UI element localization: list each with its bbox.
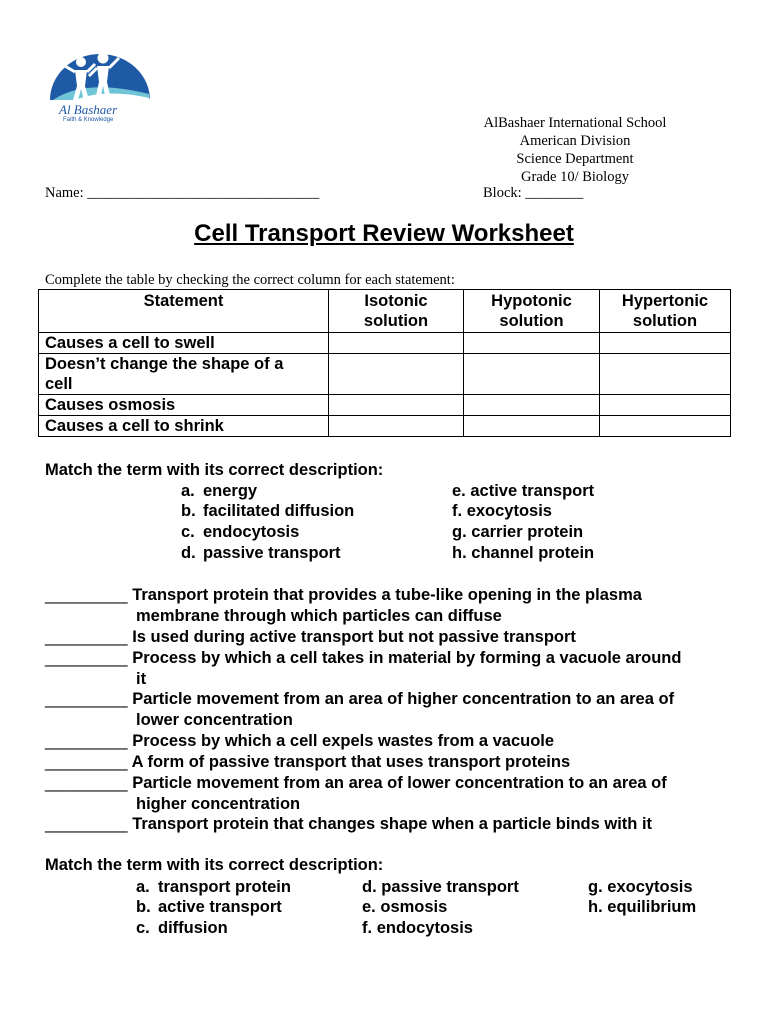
table-row <box>39 395 731 416</box>
school-department: Science Department <box>516 151 634 167</box>
table-header-statement: Statement <box>39 290 329 333</box>
option-letter: g. <box>452 523 467 541</box>
match1-option <box>181 544 341 563</box>
option-term: passive transport <box>203 544 341 562</box>
answer-blank[interactable]: _________ <box>45 815 128 833</box>
option-letter: c. <box>136 919 150 937</box>
table-header-isotonic: Isotonic solution <box>329 290 464 333</box>
school-grade: Grade 10/ Biology <box>521 169 629 185</box>
question-text-continued: membrane through which particles can diffuse <box>136 606 502 625</box>
answer-blank[interactable]: _________ <box>45 753 128 771</box>
table-instructions: Complete the table by checking the correct column for each statement: <box>45 272 455 288</box>
question-text: Transport protein that changes shape when a particle binds with it <box>132 815 653 833</box>
hypertonic-check-cell[interactable] <box>600 354 731 395</box>
match2-heading: Match the term with its correct description: <box>45 856 384 874</box>
hypotonic-check-cell[interactable] <box>464 354 600 395</box>
option-letter: e. <box>452 482 466 500</box>
option-letter: e. <box>362 898 376 916</box>
match1-question <box>45 752 570 773</box>
table-row <box>39 333 731 354</box>
match1-question <box>45 689 674 730</box>
hypertonic-check-cell[interactable] <box>600 395 731 416</box>
answer-blank[interactable]: _________ <box>45 628 128 646</box>
school-info <box>470 114 680 186</box>
hypertonic-check-cell[interactable] <box>600 333 731 354</box>
option-letter: c. <box>181 523 195 541</box>
question-text: Transport protein that provides a tube-like opening in the plasma <box>132 586 642 604</box>
match2-option <box>136 878 291 897</box>
school-name: AlBashaer International School <box>483 115 667 131</box>
isotonic-check-cell[interactable] <box>329 416 464 437</box>
match2-option <box>588 878 693 897</box>
hypertonic-check-cell[interactable] <box>600 416 731 437</box>
answer-blank[interactable]: _________ <box>45 732 128 750</box>
match1-option <box>452 502 552 521</box>
question-text-continued: it <box>136 669 147 688</box>
match1-option <box>181 523 300 542</box>
match2-option <box>362 898 447 917</box>
match1-option <box>452 523 583 542</box>
answer-blank[interactable]: _________ <box>45 690 128 708</box>
option-term: active transport <box>158 898 282 916</box>
match1-option <box>452 544 594 563</box>
hypotonic-check-cell[interactable] <box>464 333 600 354</box>
match2-option <box>136 919 228 938</box>
option-term: carrier protein <box>471 523 584 541</box>
match1-heading: Match the term with its correct description: <box>45 461 384 479</box>
statement-cell: Causes a cell to shrink <box>39 416 329 437</box>
option-term: active transport <box>470 482 595 500</box>
match1-question <box>45 648 681 689</box>
block-field[interactable]: Block: ________ <box>483 185 584 201</box>
match1-question <box>45 585 642 626</box>
statement-cell: Causes osmosis <box>39 395 329 416</box>
solution-table <box>38 289 731 437</box>
option-term: exocytosis <box>466 502 552 520</box>
answer-blank[interactable]: _________ <box>45 774 128 792</box>
match2-option <box>136 898 282 917</box>
option-term: passive transport <box>381 878 519 896</box>
option-term: energy <box>203 482 258 500</box>
isotonic-check-cell[interactable] <box>329 395 464 416</box>
match1-option <box>181 482 258 501</box>
worksheet-title: Cell Transport Review Worksheet <box>194 220 574 247</box>
answer-blank[interactable]: _________ <box>45 649 128 667</box>
hypotonic-check-cell[interactable] <box>464 395 600 416</box>
match1-question <box>45 627 576 648</box>
option-term: facilitated diffusion <box>203 502 355 520</box>
school-division: American Division <box>519 133 631 149</box>
question-text: Is used during active transport but not passive transport <box>132 628 576 646</box>
school-logo <box>45 48 155 130</box>
option-letter: f. <box>362 919 373 937</box>
option-term: osmosis <box>380 898 448 916</box>
table-row <box>39 416 731 437</box>
option-letter: a. <box>136 878 150 896</box>
table-row <box>39 354 731 395</box>
match1-question <box>45 731 554 752</box>
question-text: A form of passive transport that uses transport proteins <box>131 753 571 771</box>
option-letter: b. <box>181 502 196 520</box>
option-term: endocytosis <box>203 523 300 541</box>
isotonic-check-cell[interactable] <box>329 333 464 354</box>
answer-blank[interactable]: _________ <box>45 586 128 604</box>
option-letter: h. <box>588 898 603 916</box>
option-letter: f. <box>452 502 463 520</box>
question-text-continued: lower concentration <box>136 710 293 729</box>
statement-cell: Causes a cell to swell <box>39 333 329 354</box>
question-text: Process by which a cell takes in material by forming a vacuole around <box>132 649 682 667</box>
table-header-hypotonic: Hypotonic solution <box>464 290 600 333</box>
match1-question <box>45 773 667 814</box>
option-letter: g. <box>588 878 603 896</box>
match1-option <box>181 502 355 521</box>
option-letter: b. <box>136 898 151 916</box>
logo-name: Al Bashaer <box>59 102 118 117</box>
isotonic-check-cell[interactable] <box>329 354 464 395</box>
option-letter: d. <box>181 544 196 562</box>
question-text-continued: higher concentration <box>136 794 301 813</box>
table-header-hypertonic: Hypertonic solution <box>600 290 731 333</box>
match2-option <box>362 919 473 938</box>
match2-option <box>588 898 696 917</box>
logo-tagline: Faith & Knowledge <box>63 117 114 123</box>
question-text: Particle movement from an area of higher concentration to an area of <box>132 690 675 708</box>
option-term: equilibrium <box>607 898 697 916</box>
option-letter: a. <box>181 482 195 500</box>
statement-cell: Doesn’t change the shape of a cell <box>39 354 329 395</box>
option-term: exocytosis <box>607 878 693 896</box>
match1-option <box>452 482 594 501</box>
option-term: diffusion <box>158 919 228 937</box>
option-term: channel protein <box>471 544 595 562</box>
option-letter: h. <box>452 544 467 562</box>
hypotonic-check-cell[interactable] <box>464 416 600 437</box>
match2-option <box>362 878 519 897</box>
name-field[interactable]: Name: ________________________________ <box>45 185 320 201</box>
option-term: endocytosis <box>376 919 473 937</box>
option-letter: d. <box>362 878 377 896</box>
match1-question <box>45 814 652 835</box>
question-text: Particle movement from an area of lower concentration to an area of <box>132 774 667 792</box>
option-term: transport protein <box>158 878 291 896</box>
question-text: Process by which a cell expels wastes from a vacuole <box>132 732 555 750</box>
